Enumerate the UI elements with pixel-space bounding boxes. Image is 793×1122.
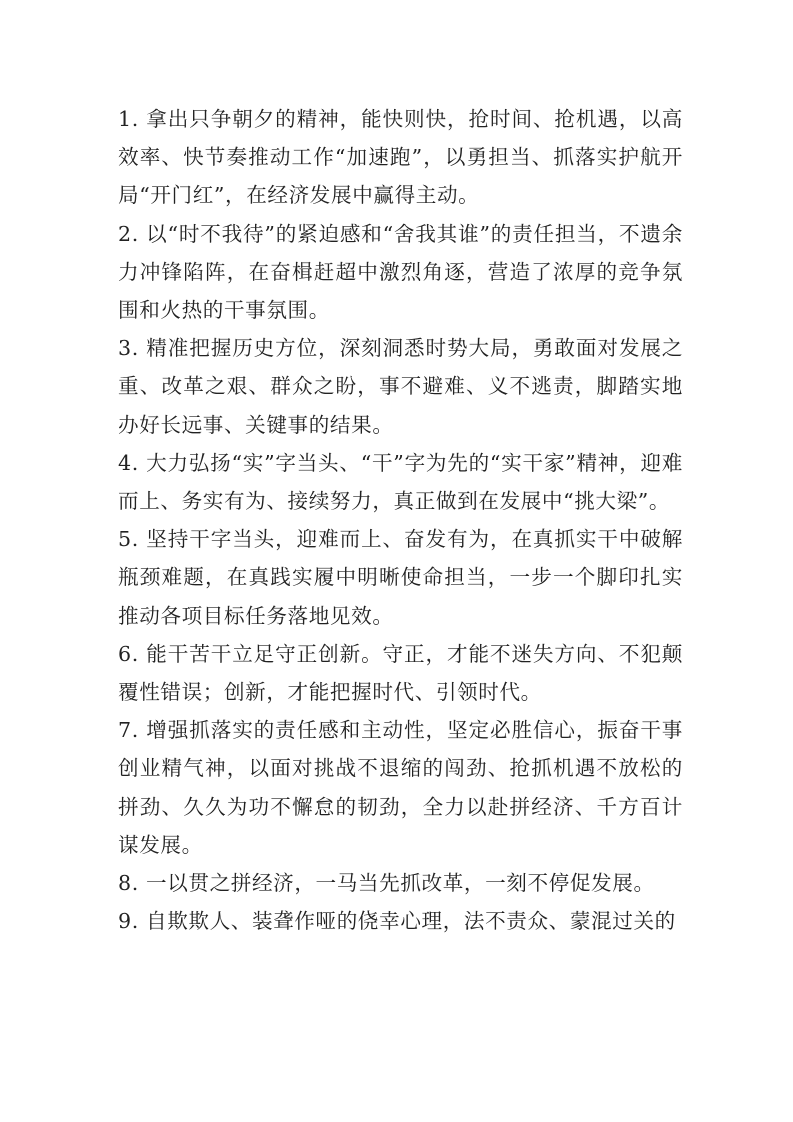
paragraph-5: 5. 坚持干字当头，迎难而上、奋发有为，在真抓实干中破解瓶颈难题，在真践实履中明晰使命担当，一步一个脚印扎实推动各项目标任务落地见效。 [118,527,683,628]
document-body [118,100,683,940]
paragraph-2: 2. 以“时不我待”的紧迫感和“舍我其谁”的责任担当，不遗余力冲锋陷阵，在奋楫赶超中激烈角逐，营造了浓厚的竞争氛围和火热的干事氛围。 [118,221,683,323]
paragraph-9: 9. 自欺欺人、装聋作哑的侥幸心理，法不责众、蒙混过关的 [118,909,676,934]
paragraph-1: 1. 拿出只争朝夕的精神，能快则快，抢时间、抢机遇，以高效率、快节奏推动工作“加速跑”，以勇担当、抓落实护航开局“开门红”，在经济发展中赢得主动。 [118,107,683,208]
paragraph-8: 8. 一以贯之拼经济，一马当先抓改革，一刻不停促发展。 [118,871,655,896]
paragraph-3: 3. 精准把握历史方位，深刻洞悉时势大局，勇敢面对发展之重、改革之艰、群众之盼，事不避难、义不逃责，脚踏实地办好长远事、关键事的结果。 [118,336,683,437]
paragraph-6: 6. 能干苦干立足守正创新。守正，才能不迷失方向、不犯颠覆性错误；创新，才能把握时代、引领时代。 [118,641,683,705]
paragraph-4: 4. 大力弘扬“实”字当头、“干”字为先的“实干家”精神，迎难而上、务实有为、接续努力，真正做到在发展中“挑大梁”。 [118,450,683,514]
paragraph-7: 7. 增强抓落实的责任感和主动性，坚定必胜信心，振奋干事创业精气神，以面对挑战不退缩的闯劲、抢抓机遇不放松的拼劲、久久为功不懈怠的韧劲，全力以赴拼经济、千方百计谋发展。 [118,718,683,857]
